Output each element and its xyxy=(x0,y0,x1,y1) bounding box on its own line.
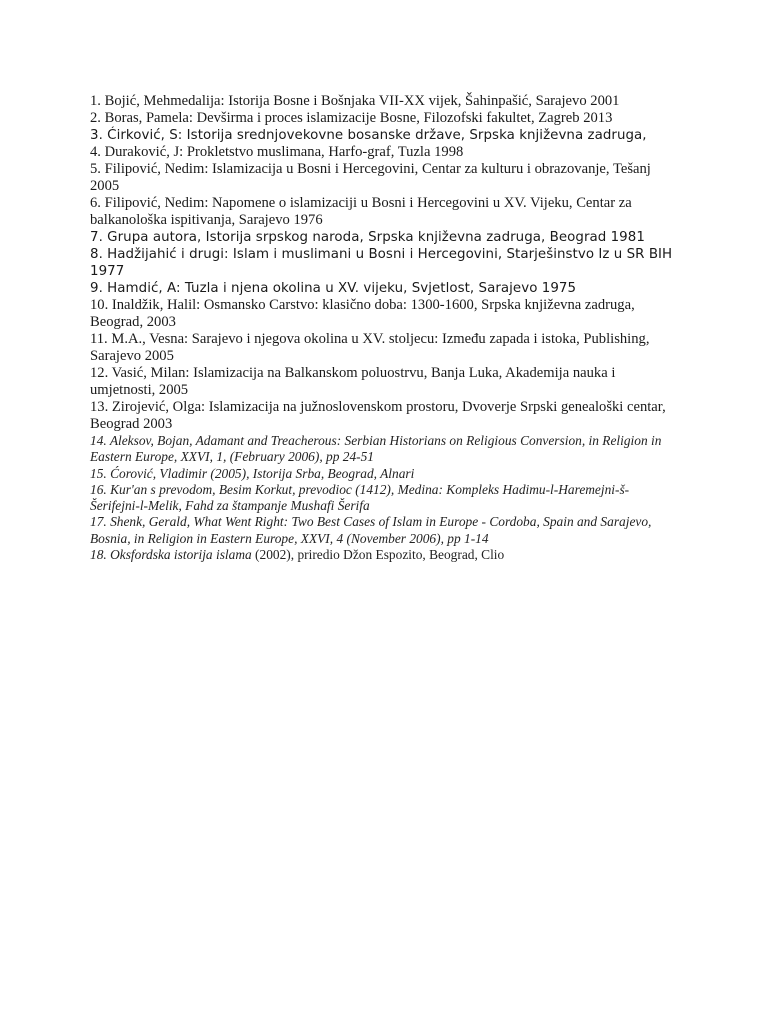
reference-item: 14. Aleksov, Bojan, Adamant and Treacherous: Serbian Historians on Religious Conversion, in Religion in Eastern Europe, XXVI, 1, (February 2006), pp 24-51 xyxy=(90,433,662,465)
reference-item: 3. Ćirković, S: Istorija srednjovekovne bosanske države, Srpska književna zadruga, xyxy=(90,128,647,143)
reference-item: 12. Vasić, Milan: Islamizacija na Balkanskom poluostrvu, Banja Luka, Akademija nauka i umjetnosti, 2005 xyxy=(90,365,616,398)
reference-item: 11. M.A., Vesna: Sarajevo i njegova okolina u XV. stoljecu: Između zapada i istoka, Publishing, Sarajevo 2005 xyxy=(90,331,650,364)
reference-item: 10. Inaldžik, Halil: Osmansko Carstvo: klasično doba: 1300-1600, Srpska književna zadruga, Beograd, 2003 xyxy=(90,297,635,330)
bibliography-list xyxy=(90,93,675,563)
reference-item: 1. Bojić, Mehmedalija: Istorija Bosne i Bošnjaka VII-XX vijek, Šahinpašić, Sarajevo 2001 xyxy=(90,93,620,109)
reference-item xyxy=(90,547,675,563)
reference-title: 18. Oksfordska istorija islama xyxy=(90,547,252,563)
reference-item: 8. Hadžijahić i drugi: Islam i muslimani u Bosni i Hercegovini, Starješinstvo Iz u SR BIH 1977 xyxy=(90,247,673,279)
reference-item: 17. Shenk, Gerald, What Went Right: Two Best Cases of Islam in Europe - Cordoba, Spain and Sarajevo, Bosnia, in Religion in Eastern Europe, XXVI, 4 (November 2006), pp 1-14 xyxy=(90,514,652,546)
reference-item: 2. Boras, Pamela: Devširma i proces islamizacije Bosne, Filozofski fakultet, Zagreb 2013 xyxy=(90,110,613,126)
reference-item: 4. Duraković, J: Prokletstvo muslimana, Harfo-graf, Tuzla 1998 xyxy=(90,144,464,160)
reference-item: 9. Hamdić, A: Tuzla i njena okolina u XV. vijeku, Svjetlost, Sarajevo 1975 xyxy=(90,281,577,296)
reference-item: 6. Filipović, Nedim: Napomene o islamizaciji u Bosni i Hercegovini u XV. Vijeku, Centar za balkanološka ispitivanja, Sarajevo 1976 xyxy=(90,195,632,228)
reference-item: 16. Kur'an s prevodom, Besim Korkut, prevodioc (1412), Medina: Kompleks Hadimu-l-Haremejni-š-Šerifejni-l-Melik, Fahd za štampanje Mushafi Šerifa xyxy=(90,481,630,514)
reference-item: 15. Ćorović, Vladimir (2005), Istorija Srba, Beograd, Alnari xyxy=(90,465,415,481)
reference-item: 7. Grupa autora, Istorija srpskog naroda, Srpska književna zadruga, Beograd 1981 xyxy=(90,230,645,245)
reference-item: 5. Filipović, Nedim: Islamizacija u Bosni i Hercegovini, Centar za kulturu i obrazovanje, Tešanj 2005 xyxy=(90,161,651,194)
reference-details: (2002), priredio Džon Espozito, Beograd, Clio xyxy=(251,547,505,563)
reference-item: 13. Zirojević, Olga: Islamizacija na južnoslovenskom prostoru, Dvoverje Srpski genealoški centar, Beograd 2003 xyxy=(90,399,666,432)
